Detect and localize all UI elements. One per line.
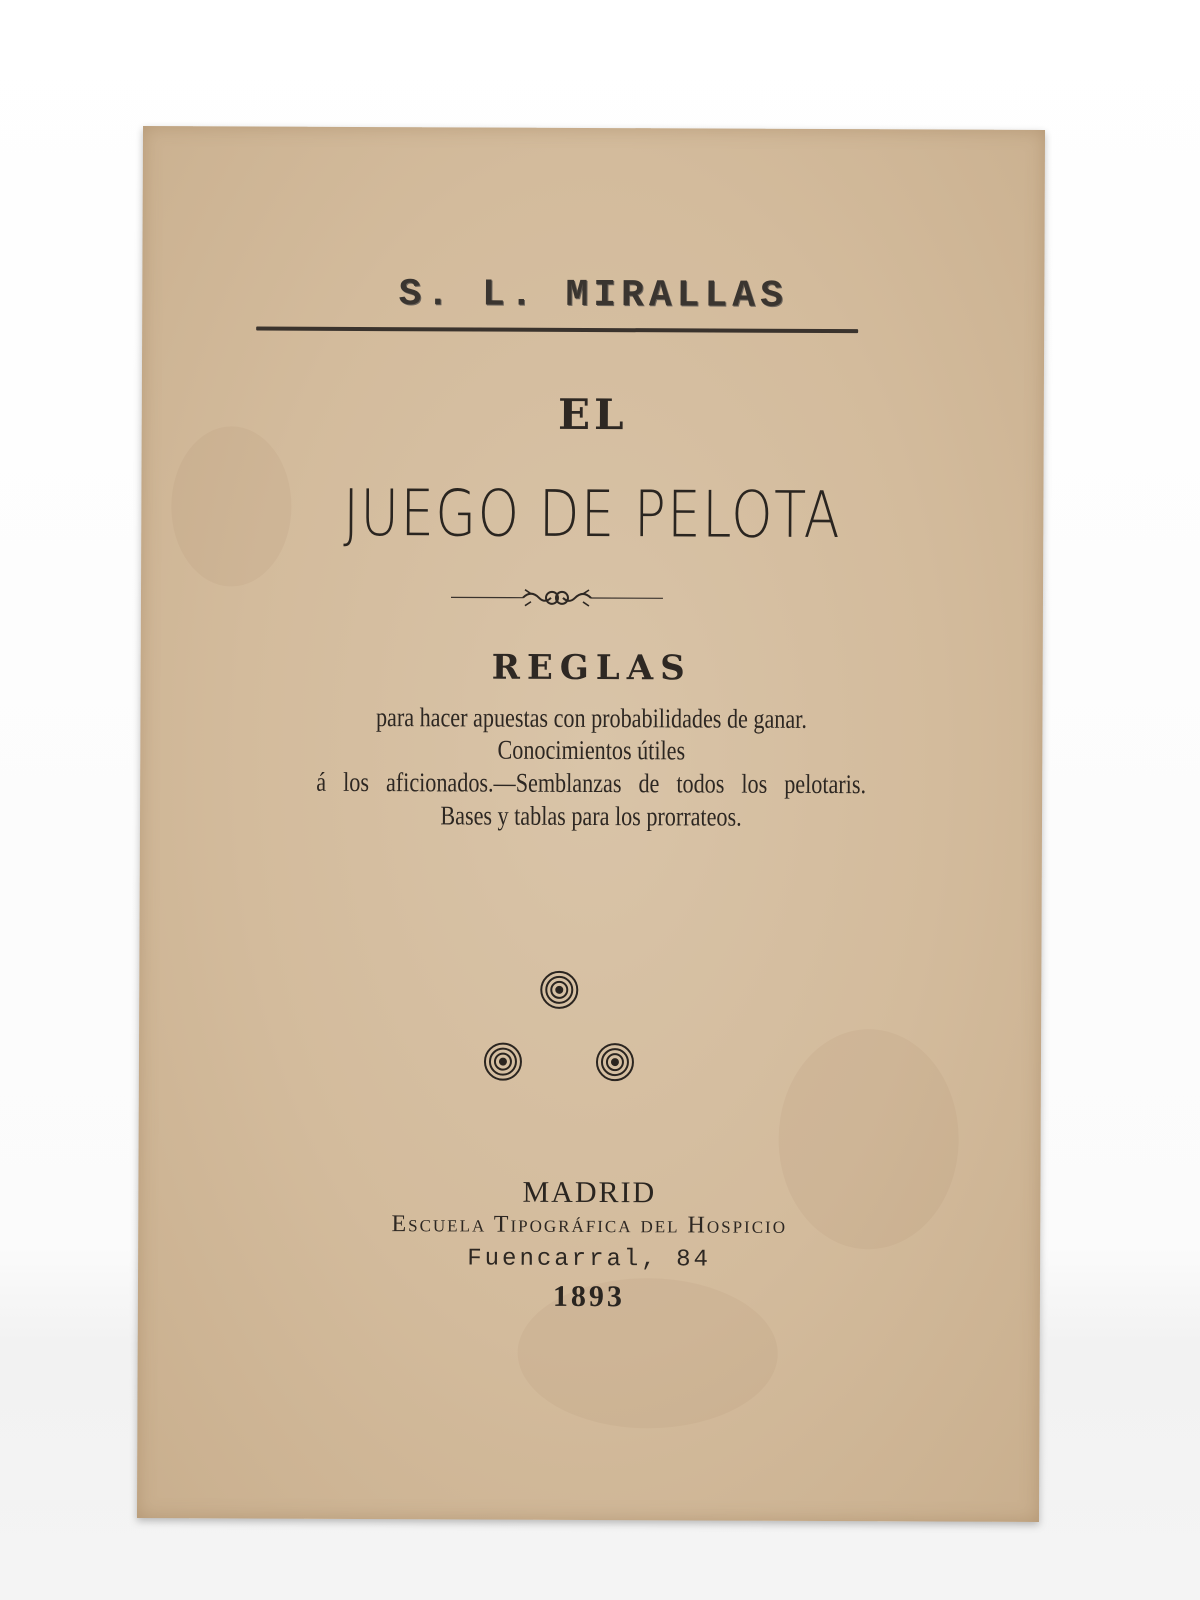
flourish-ornament-icon <box>451 585 663 610</box>
title-prefix: EL <box>557 389 628 440</box>
subtitle-line: á los aficionados.—Semblanzas de todos los pelotaris. <box>316 766 867 800</box>
subtitle-line: para hacer apuestas con probabilidades de ganar. <box>375 702 807 734</box>
imprint-year: 1893 <box>552 1279 626 1314</box>
subtitle-line: Bases y tablas para los prorrateos. <box>440 800 742 832</box>
imprint-address: Fuencarral, 84 <box>467 1245 711 1274</box>
imprint-press: Escuela Tipográfica del Hospicio <box>391 1211 788 1239</box>
book-title: JUEGO DE PELOTA <box>343 476 842 554</box>
book-cover <box>137 126 1045 1522</box>
subtitle-heading: REGLAS <box>491 647 692 689</box>
imprint-city: MADRID <box>522 1175 657 1210</box>
author-rule-divider <box>256 327 858 334</box>
author-name: S. L. MIRALLAS <box>398 273 789 318</box>
subtitle-line: Conocimientos útiles <box>497 734 686 766</box>
concentric-circles-ornament-icon <box>479 966 640 1087</box>
